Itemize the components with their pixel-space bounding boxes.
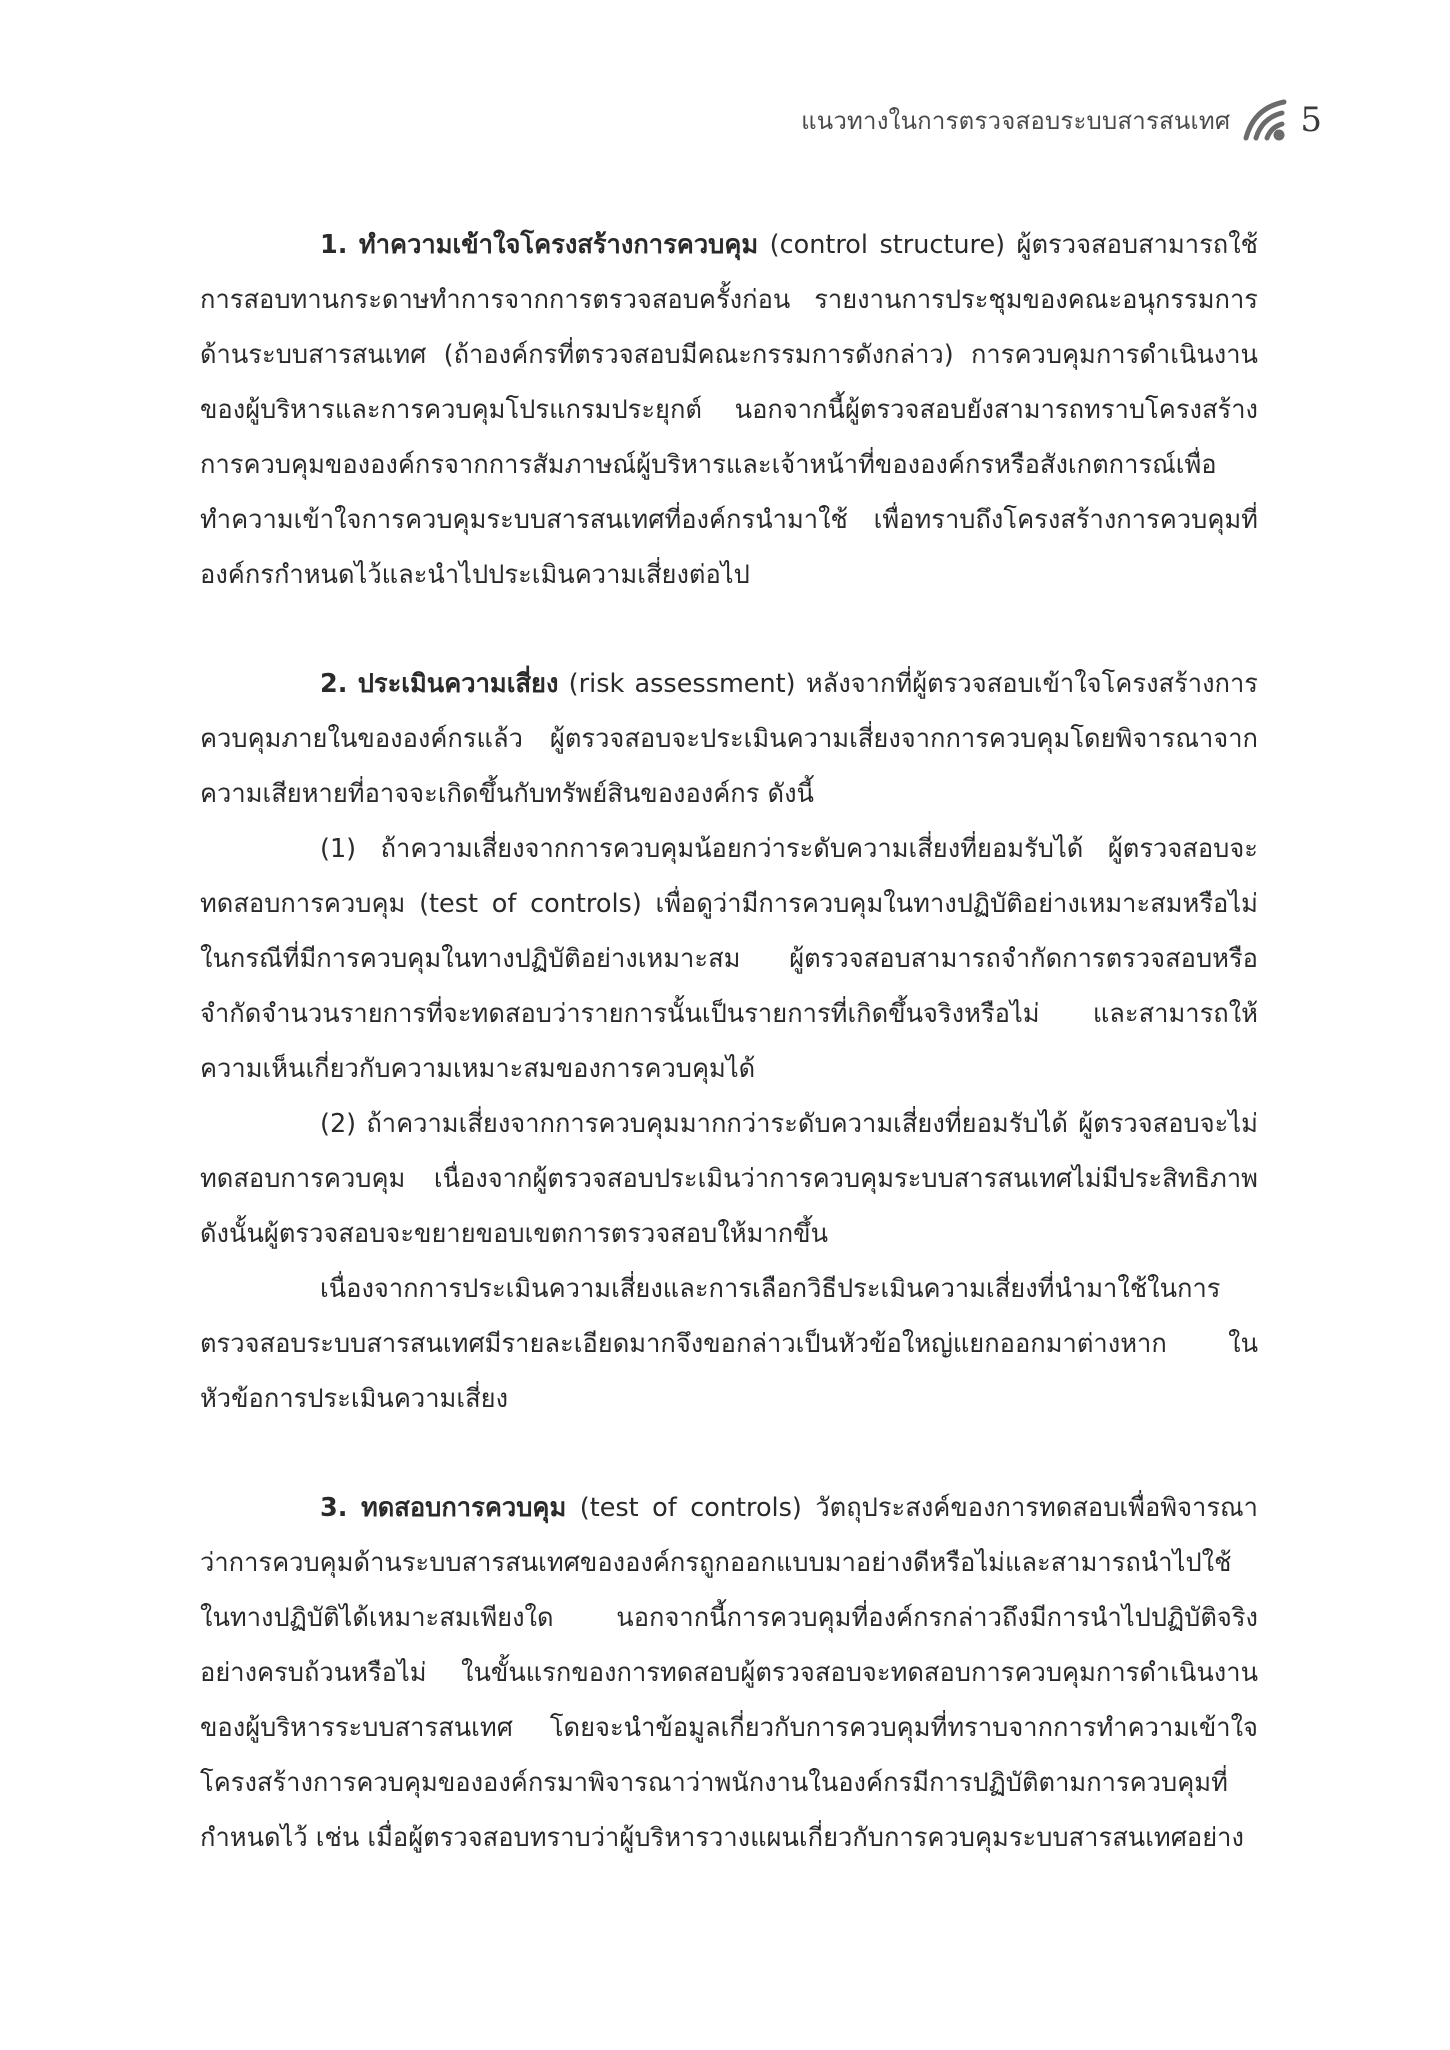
section-2-paragraph xyxy=(200,657,1258,822)
section-1-paragraph xyxy=(200,218,1258,603)
section-number: 3. xyxy=(320,1493,348,1523)
section-text: (control structure) ผู้ตรวจสอบสามารถใช้การสอบทานกระดาษทำการจากการตรวจสอบครั้งก่อน รายงานการประชุมของคณะอนุกรรมการด้านระบบสารสนเทศ (ถ้าองค์กรที่ตรวจสอบมีคณะกรรมการดังกล่าว) การควบคุมการดำเนินงานของผู้บริหารและการควบคุมโปรแกรมประยุกต์ นอกจากนี้ผู้ตรวจสอบยังสามารถทราบโครงสร้างการควบคุมขององค์กรจากการสัมภาษณ์ผู้บริหารและเจ้าหน้าที่ขององค์กรหรือสังเกตการณ์เพื่อทำความเข้าใจการควบคุมระบบสารสนเทศที่องค์กรนำมาใช้ เพื่อทราบถึงโครงสร้างการควบคุมที่องค์กรกำหนดไว้และนำไปประเมินความเสี่ยงต่อไป xyxy=(200,230,1258,590)
page-number: 5 xyxy=(1300,100,1322,140)
section-text: (test of controls) วัตถุประสงค์ของการทดสอบเพื่อพิจารณาว่าการควบคุมด้านระบบสารสนเทศขององค์กรถูกออกแบบมาอย่างดีหรือไม่และสามารถนำไปใช้ในทางปฏิบัติได้เหมาะสมเพียงใด นอกจากนี้การควบคุมที่องค์กรกล่าวถึงมีการนำไปปฏิบัติจริงอย่างครบถ้วนหรือไม่ ในขั้นแรกของการทดสอบผู้ตรวจสอบจะทดสอบการควบคุมการดำเนินงานของผู้บริหารระบบสารสนเทศ โดยจะนำข้อมูลเกี่ยวกับการควบคุมที่ทราบจากการทำความเข้าใจโครงสร้างการควบคุมขององค์กรมาพิจารณาว่าพนักงานในองค์กรมีการปฏิบัติตามการควบคุมที่กำหนดไว้ เช่น เมื่อผู้ตรวจสอบทราบว่าผู้บริหารวางแผนเกี่ยวกับการควบคุมระบบสารสนเทศอย่าง xyxy=(200,1493,1258,1853)
sub-note: เนื่องจากการประเมินความเสี่ยงและการเลือกวิธีประเมินความเสี่ยงที่นำมาใช้ในการตรวจสอบระบบสารสนเทศมีรายละเอียดมากจึงขอกล่าวเป็นหัวข้อใหญ่แยกออกมาต่างหาก ในหัวข้อการประเมินความเสี่ยง xyxy=(200,1274,1258,1414)
section-text: (risk assessment) หลังจากที่ผู้ตรวจสอบเข้าใจโครงสร้างการควบคุมภายในขององค์กรแล้ว ผู้ตรวจสอบจะประเมินความเสี่ยงจากการควบคุมโดยพิจารณาจากความเสียหายที่อาจจะเกิดขึ้นกับทรัพย์สินขององค์กร ดังนี้ xyxy=(200,669,1258,809)
signal-waves-icon xyxy=(1240,98,1290,142)
section-heading: ทดสอบการควบคุม xyxy=(360,1493,567,1523)
sub-item-1: (1) ถ้าความเสี่ยงจากการควบคุมน้อยกว่าระดับความเสี่ยงที่ยอมรับได้ ผู้ตรวจสอบจะทดสอบการควบคุม (test of controls) เพื่อดูว่ามีการควบคุมในทางปฏิบัติอย่างเหมาะสมหรือไม่ ในกรณีที่มีการควบคุมในทางปฏิบัติอย่างเหมาะสม ผู้ตรวจสอบสามารถจำกัดการตรวจสอบหรือจำกัดจำนวนรายการที่จะทดสอบว่ารายการนั้นเป็นรายการที่เกิดขึ้นจริงหรือไม่ และสามารถให้ความเห็นเกี่ยวกับความเหมาะสมของการควบคุมได้ xyxy=(200,834,1258,1084)
section-number: 2. xyxy=(320,669,348,699)
section-3-paragraph xyxy=(200,1481,1258,1866)
document-body xyxy=(200,218,1258,1866)
section-heading: ทำความเข้าใจโครงสร้างการควบคุม xyxy=(358,230,759,260)
section-number: 1. xyxy=(320,230,348,260)
section-heading: ประเมินความเสี่ยง xyxy=(357,669,559,699)
page-header xyxy=(801,98,1322,142)
running-title: แนวทางในการตรวจสอบระบบสารสนเทศ xyxy=(801,106,1231,135)
sub-item-2: (2) ถ้าความเสี่ยงจากการควบคุมมากกว่าระดับความเสี่ยงที่ยอมรับได้ ผู้ตรวจสอบจะไม่ทดสอบการควบคุม เนื่องจากผู้ตรวจสอบประเมินว่าการควบคุมระบบสารสนเทศไม่มีประสิทธิภาพ ดังนั้นผู้ตรวจสอบจะขยายขอบเขตการตรวจสอบให้มากขึ้น xyxy=(200,1109,1258,1249)
